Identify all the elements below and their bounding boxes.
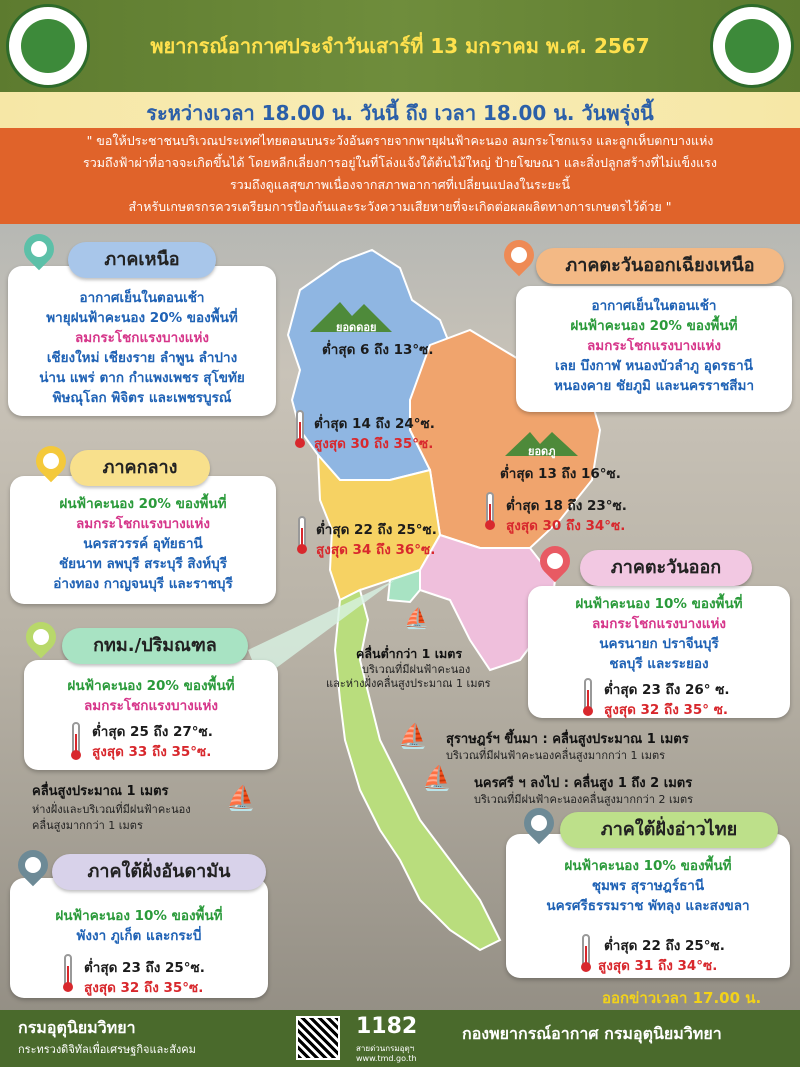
warning-line: รวมถึงฟ้าผ่าที่อาจจะเกิดขึ้นได้ โดยหลีกเลี่ยงการอยู่ในที่โล่งแจ้งใต้ต้นไม้ใหญ่ ป้ายโฆษณา และสิ่งปลูกสร้างที่ไม่แข็งแรง <box>83 155 717 170</box>
north-tag: ภาคเหนือ <box>68 242 216 278</box>
central-line: อ่างทอง กาญจนบุรี และราชบุรี <box>53 576 233 592</box>
northeast-line: เลย บึงกาฬ หนองบัวลำภู อุดรธานี <box>555 358 753 374</box>
north-line: ลมกระโชกแรงบางแห่ง <box>75 330 209 346</box>
gulf-upper-wave-line: บริเวณที่มีฝนฟ้าคะนอง <box>362 663 471 676</box>
sailboat-icon: ⛵ <box>398 722 428 750</box>
northeast-line: ฝนฟ้าคะนอง 20% ของพื้นที่ <box>570 318 738 334</box>
surat-wave-line: บริเวณที่มีฝนฟ้าคะนองคลื่นสูงมากกว่า 1 เมตร <box>446 749 666 762</box>
warning-line: สำหรับเกษตรกรควรเตรียมการป้องกันและระวังความเสียหายที่จะเกิดต่อผลผลิตทางการเกษตรไว้ด้วย " <box>128 199 672 214</box>
north-line: น่าน แพร่ ตาก กำแพงเพชร สุโขทัย <box>39 370 245 386</box>
east-line: ฝนฟ้าคะนอง 10% ของพื้นที่ <box>575 596 743 612</box>
south-andaman-line: พังงา ภูเก็ต และกระบี่ <box>76 928 202 944</box>
bangkok-line: ลมกระโชกแรงบางแห่ง <box>84 698 218 714</box>
north-line: พิษณุโลก พิจิตร และเพชรบูรณ์ <box>52 390 232 406</box>
east-tmax: สูงสุด 32 ถึง 35° ซ. <box>604 702 729 718</box>
tmd-logo <box>710 4 794 88</box>
thermometer-icon <box>296 410 304 444</box>
northeast-tmin: ต่ำสุด 18 ถึง 23°ซ. <box>506 498 627 514</box>
nakhon-wave-line: บริเวณที่มีฝนฟ้าคะนองคลื่นสูงมากกว่า 2 เมตร <box>474 793 694 806</box>
east-tmin: ต่ำสุด 23 ถึง 26° ซ. <box>604 682 730 698</box>
footer-ministry: กระทรวงดิจิทัลเพื่อเศรษฐกิจและสังคม <box>18 1043 196 1056</box>
south-gulf-tmin: ต่ำสุด 22 ถึง 25°ซ. <box>604 938 725 954</box>
south-gulf-line: นครศรีธรรมราช พัทลุง และสงขลา <box>546 898 750 914</box>
northeast-peak-temp: ต่ำสุด 13 ถึง 16°ซ. <box>500 466 621 482</box>
central-line: ชัยนาท ลพบุรี สระบุรี สิงห์บุรี <box>59 556 227 572</box>
north-peak-temp: ต่ำสุด 6 ถึง 13°ซ. <box>322 342 434 358</box>
east-line: ลมกระโชกแรงบางแห่ง <box>592 616 726 632</box>
north-line: เชียงใหม่ เชียงราย ลำพูน ลำปาง <box>46 350 238 366</box>
northeast-tag: ภาคตะวันออกเฉียงเหนือ <box>536 248 784 284</box>
gulf-upper-wave-line: และห่างฝั่งคลื่นสูงประมาณ 1 เมตร <box>326 677 491 690</box>
thermometer-icon <box>64 954 72 988</box>
website-link[interactable]: www.tmd.go.th <box>356 1054 417 1063</box>
north-tmax: สูงสุด 30 ถึง 35°ซ. <box>314 436 434 452</box>
northeast-tmax: สูงสุด 30 ถึง 34°ซ. <box>506 518 626 534</box>
thermometer-icon <box>72 722 80 756</box>
ministry-logo <box>6 4 90 88</box>
south-andaman-line: ฝนฟ้าคะนอง 10% ของพื้นที่ <box>55 908 223 924</box>
central-tag: ภาคกลาง <box>70 450 210 486</box>
south-andaman-tmax: สูงสุด 32 ถึง 35°ซ. <box>84 980 204 996</box>
northeast-line: หนองคาย ชัยภูมิ และนครราชสีมา <box>553 378 755 394</box>
hotline-number: 1182 <box>356 1014 418 1039</box>
surat-wave-title: สุราษฎร์ฯ ขึ้นมา : คลื่นสูงประมาณ 1 เมตร <box>446 732 689 747</box>
nakhon-wave-title: นครศรี ฯ ลงไป : คลื่นสูง 1 ถึง 2 เมตร <box>474 776 693 791</box>
north-tmin: ต่ำสุด 14 ถึง 24°ซ. <box>314 416 435 432</box>
andaman-wave-line: คลื่นสูงมากกว่า 1 เมตร <box>32 819 143 832</box>
south-gulf-tag: ภาคใต้ฝั่งอ่าวไทย <box>560 812 778 848</box>
central-line: ฝนฟ้าคะนอง 20% ของพื้นที่ <box>59 496 227 512</box>
bangkok-tag: กทม./ปริมณฑล <box>62 628 248 664</box>
central-tmin: ต่ำสุด 22 ถึง 25°ซ. <box>316 522 437 538</box>
east-line: ชลบุรี และระยอง <box>609 656 709 672</box>
northeast-line: ลมกระโชกแรงบางแห่ง <box>587 338 721 354</box>
andaman-wave-line: ห่างฝั่งและบริเวณที่มีฝนฟ้าคะนอง <box>32 803 191 816</box>
sailboat-icon: ⛵ <box>226 784 256 812</box>
bangkok-tmax: สูงสุด 33 ถึง 35°ซ. <box>92 744 212 760</box>
south-gulf-line: ชุมพร สุราษฎร์ธานี <box>591 878 705 894</box>
east-tag: ภาคตะวันออก <box>580 550 752 586</box>
thermometer-icon <box>584 678 592 712</box>
gulf-upper-wave-title: คลื่นต่ำกว่า 1 เมตร <box>356 646 463 661</box>
thermometer-icon <box>298 516 306 550</box>
north-line: พายุฝนฟ้าคะนอง 20% ของพื้นที่ <box>46 310 238 326</box>
south-andaman-tmin: ต่ำสุด 23 ถึง 25°ซ. <box>84 960 205 976</box>
central-line: นครสวรรค์ อุทัยธานี <box>83 536 203 552</box>
bangkok-tmin: ต่ำสุด 25 ถึง 27°ซ. <box>92 724 213 740</box>
issued-time: ออกข่าวเวลา 17.00 น. <box>602 989 762 1007</box>
footer-division: กองพยากรณ์อากาศ กรมอุตุนิยมวิทยา <box>462 1024 722 1043</box>
sailboat-icon: ⛵ <box>404 606 429 630</box>
central-tmax: สูงสุด 34 ถึง 36°ซ. <box>316 542 436 558</box>
central-line: ลมกระโชกแรงบางแห่ง <box>76 516 210 532</box>
thermometer-icon <box>486 492 494 526</box>
thermometer-icon <box>582 934 590 968</box>
bangkok-line: ฝนฟ้าคะนอง 20% ของพื้นที่ <box>67 678 235 694</box>
andaman-wave-title: คลื่นสูงประมาณ 1 เมตร <box>32 784 169 799</box>
south-gulf-line: ฝนฟ้าคะนอง 10% ของพื้นที่ <box>564 858 732 874</box>
northeast-peak-label: ยอดภู <box>528 445 556 458</box>
north-line: อากาศเย็นในตอนเช้า <box>79 290 205 306</box>
hotline-label: สายด่วนกรมอุตุฯ <box>356 1044 415 1053</box>
northeast-line: อากาศเย็นในตอนเช้า <box>591 298 717 314</box>
north-peak-label: ยอดดอย <box>336 321 377 334</box>
south-gulf-tmax: สูงสุด 31 ถึง 34°ซ. <box>598 958 718 974</box>
warning-line: รวมถึงดูแลสุขภาพเนื่องจากสภาพอากาศที่เปลี่ยนแปลงในระยะนี้ <box>229 177 571 192</box>
sailboat-icon: ⛵ <box>422 764 452 792</box>
east-line: นครนายก ปราจีนบุรี <box>599 636 719 652</box>
page-title: พยากรณ์อากาศประจำวันเสาร์ที่ 13 มกราคม พ.ศ. 2567 <box>150 34 650 58</box>
qr-code[interactable] <box>296 1016 340 1060</box>
footer-org: กรมอุตุนิยมวิทยา <box>18 1018 136 1037</box>
forecast-period: ระหว่างเวลา 18.00 น. วันนี้ ถึง เวลา 18.00 น. วันพรุ่งนี้ <box>146 101 654 125</box>
south-andaman-tag: ภาคใต้ฝั่งอันดามัน <box>52 854 266 890</box>
warning-line: " ขอให้ประชาชนบริเวณประเทศไทยตอนบนระวังอันตรายจากพายุฝนฟ้าคะนอง ลมกระโชกแรง และลูกเห็บตกบางแห่ง <box>86 133 714 148</box>
